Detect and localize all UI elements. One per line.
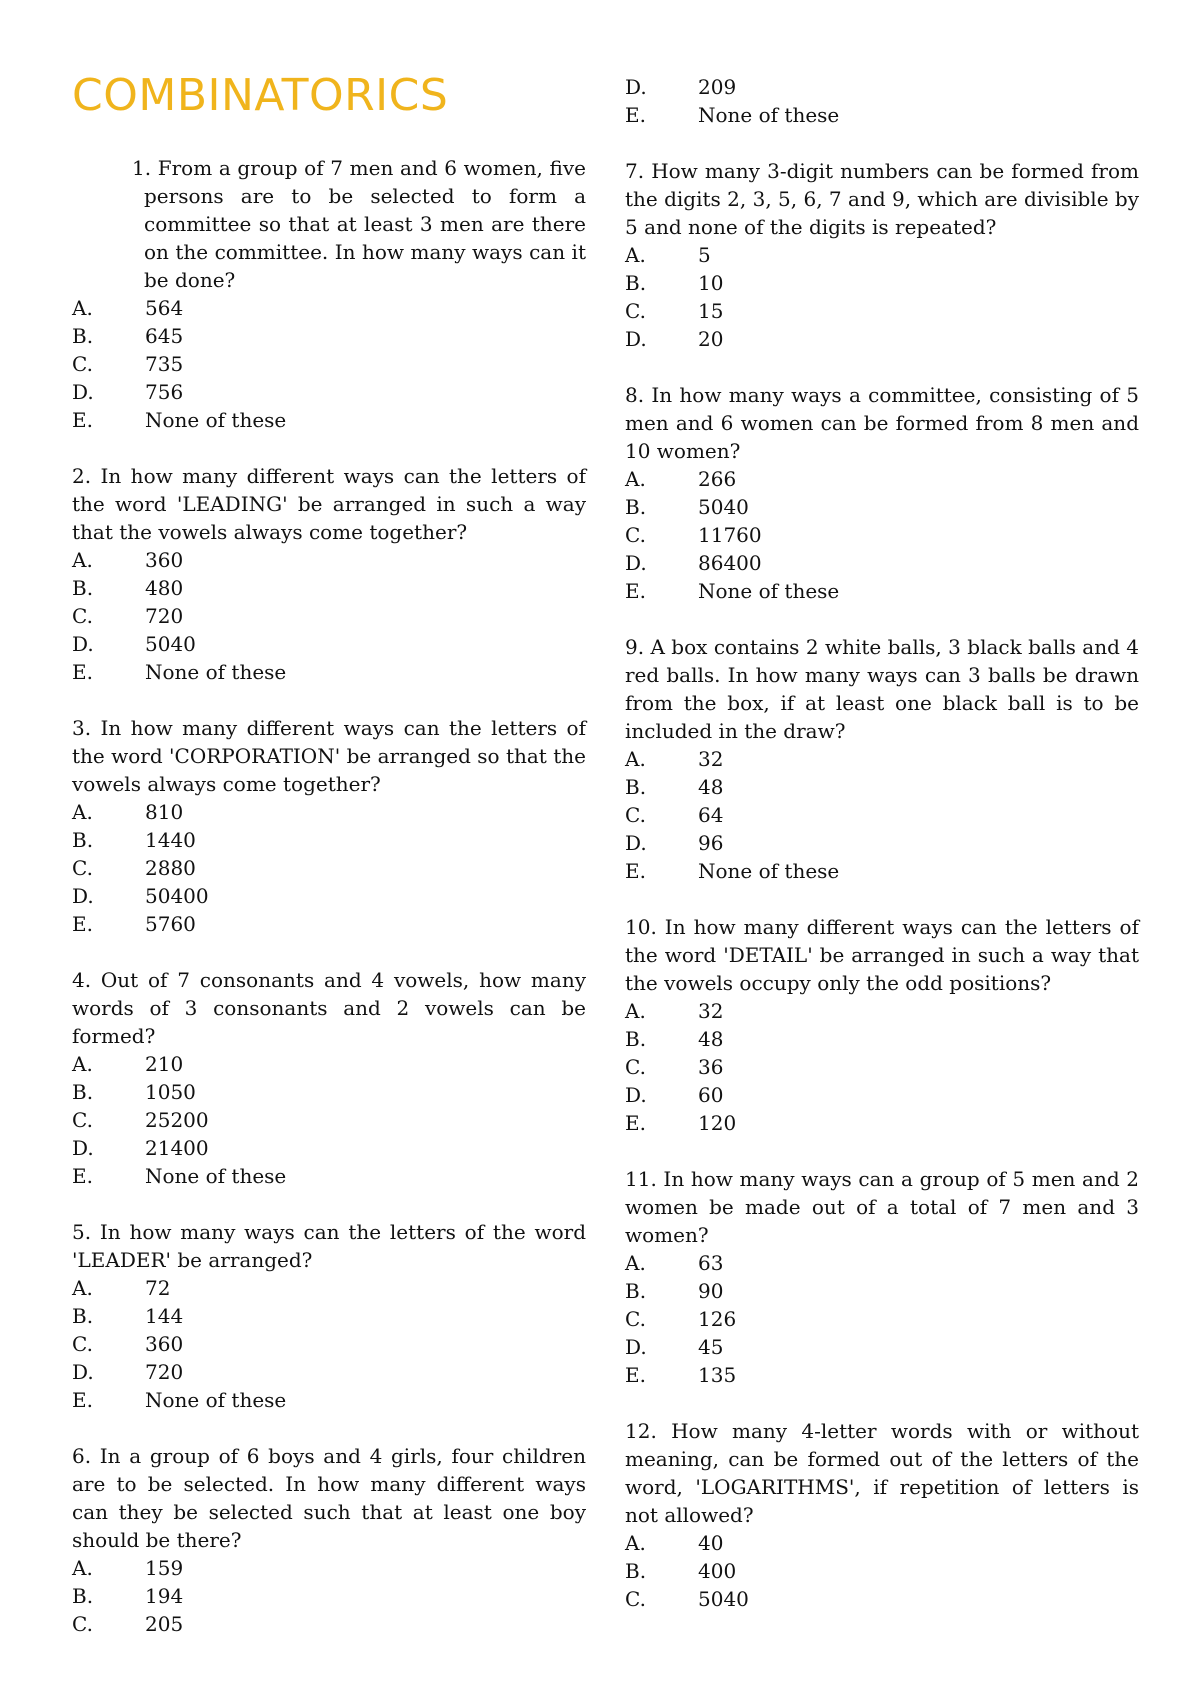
- question-text: 6. In a group of 6 boys and 4 girls, four children are to be selected. In how many different ways can they be selected such that at least one boy should be there?: [72, 1444, 586, 1552]
- option-e: [625, 1109, 1139, 1137]
- option-letter: D.: [72, 1136, 94, 1160]
- option-e: [625, 857, 1139, 885]
- option-value: 5040: [145, 632, 196, 656]
- option-value: 36: [698, 1055, 724, 1079]
- option-a: [625, 241, 1139, 269]
- option-value: 5040: [698, 495, 749, 519]
- option-letter: A.: [625, 467, 646, 491]
- option-c: [625, 297, 1139, 325]
- option-value: 45: [698, 1335, 724, 1359]
- option-d: [72, 1358, 586, 1386]
- option-letter: B.: [625, 1279, 647, 1303]
- question-text: 10. In how many different ways can the letters of the word 'DETAIL' be arranged in such a way that the vowels occupy only the odd positions?: [625, 915, 1139, 995]
- option-letter: E.: [72, 408, 93, 432]
- option-b: [72, 574, 586, 602]
- question-7: [625, 157, 1139, 353]
- option-d: [72, 1134, 586, 1162]
- option-b: [625, 493, 1139, 521]
- question-10: [625, 913, 1139, 1137]
- option-a: [72, 1274, 586, 1302]
- option-b: [625, 1025, 1139, 1053]
- option-letter: D.: [72, 884, 94, 908]
- option-value: 50400: [145, 884, 209, 908]
- option-letter: C.: [72, 352, 93, 376]
- option-c: [625, 521, 1139, 549]
- option-d: [625, 829, 1139, 857]
- option-value: 126: [698, 1307, 737, 1331]
- option-letter: D.: [72, 632, 94, 656]
- option-value: None of these: [698, 579, 840, 603]
- option-letter: E.: [625, 859, 646, 883]
- option-value: 194: [145, 1584, 184, 1608]
- option-value: None of these: [145, 660, 287, 684]
- option-value: 10: [698, 271, 724, 295]
- option-letter: A.: [625, 1251, 646, 1275]
- option-letter: D.: [625, 831, 647, 855]
- option-letter: A.: [72, 1556, 93, 1580]
- option-value: 810: [145, 800, 184, 824]
- option-c: [72, 854, 586, 882]
- question-1: [72, 154, 586, 434]
- option-letter: E.: [625, 579, 646, 603]
- option-b: [625, 773, 1139, 801]
- option-e: [625, 577, 1139, 605]
- option-value: None of these: [698, 859, 840, 883]
- question-11: [625, 1165, 1139, 1389]
- option-letter: A.: [625, 747, 646, 771]
- option-letter: D.: [625, 551, 647, 575]
- option-value: 735: [145, 352, 184, 376]
- option-d: [625, 1333, 1139, 1361]
- question-6: [72, 1442, 586, 1638]
- option-value: 144: [145, 1304, 184, 1328]
- option-value: 159: [145, 1556, 184, 1580]
- option-e: [625, 1361, 1139, 1389]
- option-b: [72, 1582, 586, 1610]
- option-d: [72, 630, 586, 658]
- option-letter: B.: [72, 1584, 94, 1608]
- option-c: [72, 350, 586, 378]
- option-c: [72, 1610, 586, 1638]
- question-text: 4. Out of 7 consonants and 4 vowels, how many words of 3 consonants and 2 vowels can be formed?: [72, 968, 586, 1048]
- option-b: [625, 269, 1139, 297]
- option-value: 720: [145, 1360, 184, 1384]
- question-2: [72, 462, 586, 686]
- option-letter: B.: [72, 576, 94, 600]
- question-12: [625, 1417, 1139, 1613]
- option-letter: B.: [625, 775, 647, 799]
- option-letter: C.: [72, 1612, 93, 1636]
- option-value: 120: [698, 1111, 737, 1135]
- option-value: 48: [698, 1027, 724, 1051]
- option-letter: C.: [625, 299, 646, 323]
- option-a: [72, 294, 586, 322]
- option-letter: B.: [625, 271, 647, 295]
- option-letter: C.: [625, 523, 646, 547]
- option-letter: D.: [625, 327, 647, 351]
- option-value: 64: [698, 803, 724, 827]
- option-value: 2880: [145, 856, 196, 880]
- option-value: 756: [145, 380, 184, 404]
- option-d: [72, 378, 586, 406]
- option-letter: A.: [72, 1276, 93, 1300]
- option-value: 400: [698, 1559, 737, 1583]
- option-letter: E.: [625, 1363, 646, 1387]
- option-value: 564: [145, 296, 184, 320]
- option-value: 48: [698, 775, 724, 799]
- option-e: [72, 658, 586, 686]
- option-letter: B.: [625, 1027, 647, 1051]
- question-text: 7. How many 3-digit numbers can be formed from the digits 2, 3, 5, 6, 7 and 9, which are divisible by 5 and none of the digits is repeated?: [625, 159, 1139, 239]
- option-d: [625, 325, 1139, 353]
- option-value: 266: [698, 467, 737, 491]
- option-letter: C.: [625, 1055, 646, 1079]
- option-letter: E.: [72, 912, 93, 936]
- question-text: 3. In how many different ways can the letters of the word 'CORPORATION' be arranged so that the vowels always come together?: [72, 716, 586, 796]
- option-d: [625, 1081, 1139, 1109]
- option-letter: C.: [72, 856, 93, 880]
- option-e: [72, 910, 586, 938]
- question-text: 5. In how many ways can the letters of the word 'LEADER' be arranged?: [72, 1220, 586, 1272]
- option-b: [72, 826, 586, 854]
- option-letter: B.: [72, 1080, 94, 1104]
- left-column: [72, 154, 586, 1666]
- option-letter: A.: [625, 243, 646, 267]
- option-value: 5: [698, 243, 711, 267]
- option-a: [72, 546, 586, 574]
- option-value: 645: [145, 324, 184, 348]
- option-value: 72: [145, 1276, 171, 1300]
- option-d: [625, 73, 1139, 101]
- option-a: [625, 1529, 1139, 1557]
- option-a: [625, 745, 1139, 773]
- question-3: [72, 714, 586, 938]
- option-value: 32: [698, 999, 724, 1023]
- option-value: 480: [145, 576, 184, 600]
- option-letter: A.: [72, 800, 93, 824]
- option-value: 5040: [698, 1587, 749, 1611]
- option-d: [625, 549, 1139, 577]
- option-value: 63: [698, 1251, 724, 1275]
- option-value: 20: [698, 327, 724, 351]
- option-a: [72, 798, 586, 826]
- option-value: 32: [698, 747, 724, 771]
- option-a: [72, 1050, 586, 1078]
- option-e: [625, 101, 1139, 129]
- option-letter: C.: [625, 803, 646, 827]
- option-letter: E.: [625, 103, 646, 127]
- option-value: 720: [145, 604, 184, 628]
- option-b: [72, 1302, 586, 1330]
- option-a: [625, 465, 1139, 493]
- question-text: 11. In how many ways can a group of 5 men and 2 women be made out of a total of 7 men and 3 women?: [625, 1167, 1139, 1247]
- option-letter: A.: [625, 1531, 646, 1555]
- option-value: 1050: [145, 1080, 196, 1104]
- option-c: [72, 1106, 586, 1134]
- option-value: 40: [698, 1531, 724, 1555]
- option-b: [625, 1277, 1139, 1305]
- option-letter: B.: [72, 828, 94, 852]
- option-value: 135: [698, 1363, 737, 1387]
- option-b: [72, 322, 586, 350]
- question-text: 8. In how many ways a committee, consisting of 5 men and 6 women can be formed from 8 men and 10 women?: [625, 383, 1139, 463]
- question-text: 9. A box contains 2 white balls, 3 black balls and 4 red balls. In how many ways can 3 balls be drawn from the box, if at least one black ball is to be included in the draw?: [625, 635, 1139, 743]
- option-letter: A.: [72, 548, 93, 572]
- option-c: [625, 1585, 1139, 1613]
- option-value: 205: [145, 1612, 184, 1636]
- option-c: [72, 1330, 586, 1358]
- option-letter: E.: [625, 1111, 646, 1135]
- option-value: 11760: [698, 523, 762, 547]
- option-letter: E.: [72, 1388, 93, 1412]
- option-e: [72, 1386, 586, 1414]
- option-value: 60: [698, 1083, 724, 1107]
- option-value: 86400: [698, 551, 762, 575]
- right-column: [625, 73, 1139, 1641]
- question-text: 12. How many 4-letter words with or without meaning, can be formed out of the letters of the word, 'LOGARITHMS', if repetition of letters is not allowed?: [625, 1419, 1139, 1527]
- option-value: 360: [145, 548, 184, 572]
- option-value: 15: [698, 299, 724, 323]
- question-5: [72, 1218, 586, 1414]
- question-4: [72, 966, 586, 1190]
- option-value: 360: [145, 1332, 184, 1356]
- option-letter: D.: [625, 1335, 647, 1359]
- option-value: 96: [698, 831, 724, 855]
- option-value: 21400: [145, 1136, 209, 1160]
- question-6-continued: [625, 73, 1139, 129]
- question-text: 1. From a group of 7 men and 6 women, five persons are to be selected to form a committee so that at least 3 men are there on the committee. In how many ways can it be done?: [132, 156, 586, 292]
- option-letter: E.: [72, 1164, 93, 1188]
- option-d: [72, 882, 586, 910]
- option-a: [72, 1554, 586, 1582]
- option-c: [625, 801, 1139, 829]
- option-value: 25200: [145, 1108, 209, 1132]
- option-letter: A.: [72, 296, 93, 320]
- option-value: None of these: [145, 408, 287, 432]
- option-letter: B.: [625, 1559, 647, 1583]
- option-e: [72, 1162, 586, 1190]
- option-letter: B.: [625, 495, 647, 519]
- option-letter: A.: [72, 1052, 93, 1076]
- option-letter: B.: [72, 324, 94, 348]
- option-a: [625, 997, 1139, 1025]
- question-9: [625, 633, 1139, 885]
- option-a: [625, 1249, 1139, 1277]
- option-letter: C.: [625, 1307, 646, 1331]
- option-e: [72, 406, 586, 434]
- question-8: [625, 381, 1139, 605]
- option-value: 5760: [145, 912, 196, 936]
- option-letter: E.: [72, 660, 93, 684]
- option-value: 90: [698, 1279, 724, 1303]
- option-value: 210: [145, 1052, 184, 1076]
- option-letter: A.: [625, 999, 646, 1023]
- option-b: [72, 1078, 586, 1106]
- option-c: [72, 602, 586, 630]
- option-letter: D.: [72, 1360, 94, 1384]
- option-letter: D.: [72, 380, 94, 404]
- option-letter: B.: [72, 1304, 94, 1328]
- option-letter: C.: [72, 1332, 93, 1356]
- option-letter: D.: [625, 1083, 647, 1107]
- option-value: 209: [698, 75, 737, 99]
- option-value: None of these: [698, 103, 840, 127]
- option-letter: D.: [625, 75, 647, 99]
- option-letter: C.: [72, 604, 93, 628]
- option-c: [625, 1305, 1139, 1333]
- option-value: None of these: [145, 1388, 287, 1412]
- document-title: COMBINATORICS: [72, 70, 449, 121]
- option-letter: C.: [72, 1108, 93, 1132]
- option-letter: C.: [625, 1587, 646, 1611]
- option-b: [625, 1557, 1139, 1585]
- question-text: 2. In how many different ways can the letters of the word 'LEADING' be arranged in such a way that the vowels always come together?: [72, 464, 586, 544]
- option-value: 1440: [145, 828, 196, 852]
- option-c: [625, 1053, 1139, 1081]
- option-value: None of these: [145, 1164, 287, 1188]
